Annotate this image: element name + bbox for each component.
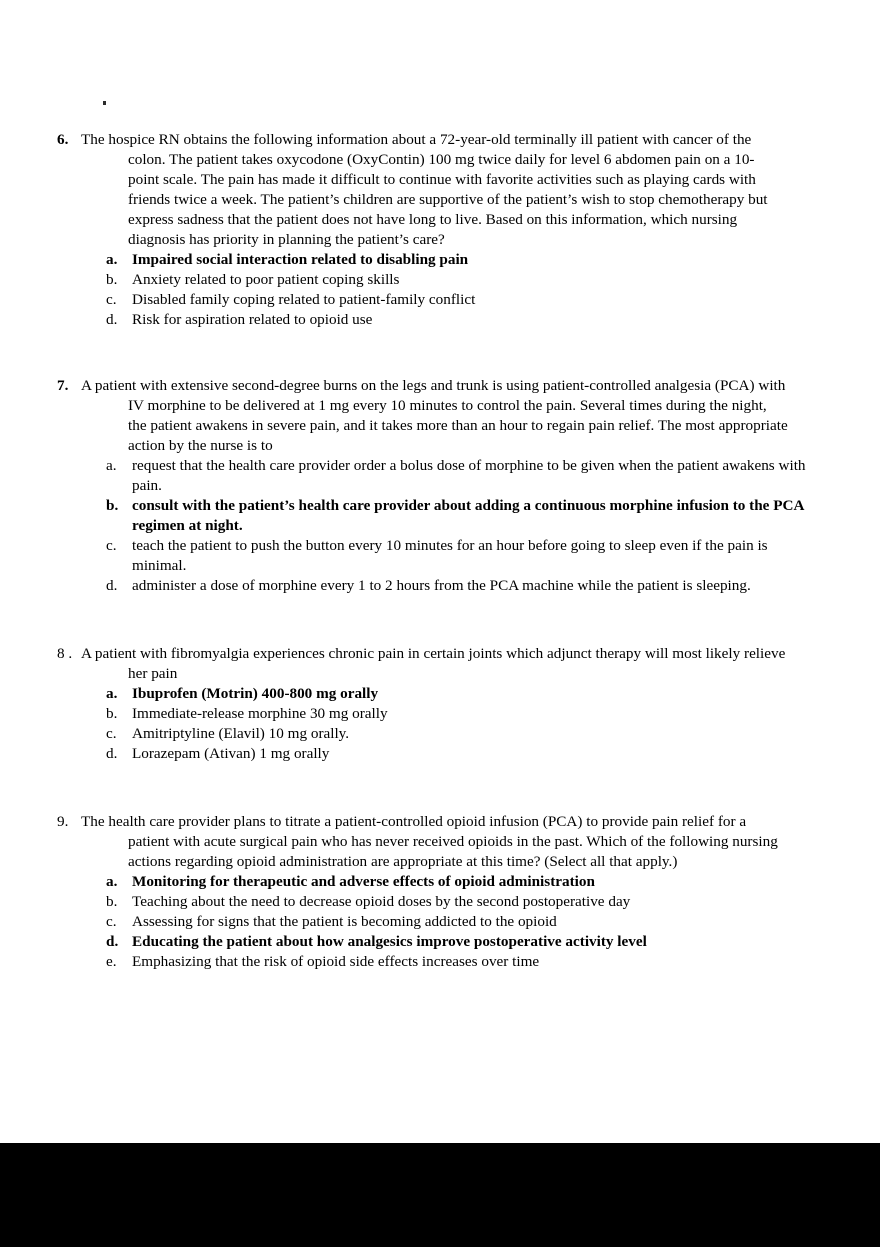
question-text-6: The hospice RN obtains the following information about a 72-year-old terminally ill patient with cancer of the colon. The patient takes oxycodone (OxyContin) 100 mg twice daily for level 6 abdomen pain on a 10-point scale. The pain has made it difficult to continue with favorite activities such as playing cards with friends twice a week. The patient’s children are supportive of the patient’s wish to stop chemotherapy but express sadness that the patient does not have long to live. Based on this information, which nursing diagnosis has priority in planning the patient’s care? [81,131,768,248]
question-number-9: 9. [57,813,69,830]
option-text-9-c: Assessing for signs that the patient is becoming addicted to the opioid [132,913,557,930]
option-9-d[interactable] [0,932,880,952]
question-number-6: 6. [57,131,69,148]
option-text-7-b: consult with the patient’s health care provider about adding a continuous morphine infusion to the PCA regimen at night. [132,497,804,534]
spacer-7-8 [0,596,880,644]
option-label-9-e: e. [106,953,117,970]
option-text-6-a: Impaired social interaction related to disabling pain [132,251,469,268]
question-block-9 [0,812,880,972]
question-stem-9 [0,812,880,872]
option-8-b[interactable] [0,704,880,724]
question-stem-7 [0,376,880,456]
option-8-a[interactable] [0,684,880,704]
spacer-6-7 [0,330,880,376]
option-text-6-c: Disabled family coping related to patient-family conflict [132,291,476,308]
option-6-d[interactable] [0,310,880,330]
option-9-a[interactable] [0,872,880,892]
option-text-9-a: Monitoring for therapeutic and adverse effects of opioid administration [132,873,595,890]
option-9-b[interactable] [0,892,880,912]
question-stem-8 [0,644,880,684]
option-text-7-d: administer a dose of morphine every 1 to 2 hours from the PCA machine while the patient is sleeping. [132,577,751,594]
option-label-7-c: c. [106,537,117,554]
option-text-7-a: request that the health care provider order a bolus dose of morphine to be given when the patient awakens with pain. [132,457,806,494]
question-text-8: A patient with fibromyalgia experiences chronic pain in certain joints which adjunct therapy will most likely relieve her pain [81,645,786,682]
option-label-9-d: d. [106,933,119,950]
question-number-7: 7. [57,377,69,394]
option-label-6-d: d. [106,311,118,328]
option-text-6-d: Risk for aspiration related to opioid use [132,311,373,328]
option-text-8-d: Lorazepam (Ativan) 1 mg orally [132,745,330,762]
option-8-d[interactable] [0,744,880,764]
options-list-7 [0,456,880,596]
option-label-8-d: d. [106,745,118,762]
options-list-8 [0,684,880,764]
option-6-b[interactable] [0,270,880,290]
option-6-c[interactable] [0,290,880,310]
option-text-8-b: Immediate-release morphine 30 mg orally [132,705,388,722]
question-block-6 [0,130,880,330]
spacer-8-9 [0,764,880,812]
option-label-9-a: a. [106,873,118,890]
option-label-9-b: b. [106,893,118,910]
option-text-9-e: Emphasizing that the risk of opioid side effects increases over time [132,953,540,970]
question-block-8 [0,644,880,764]
option-label-9-c: c. [106,913,117,930]
question-text-7: A patient with extensive second-degree burns on the legs and trunk is using patient-controlled analgesia (PCA) with IV morphine to be delivered at 1 mg every 10 minutes to control the pain. Several times during the night, the patient awakens in severe pain, and it takes more than an hour to regain pain relief. The most appropriate action by the nurse is to [81,377,788,454]
option-text-7-c: teach the patient to push the button every 10 minutes for an hour before going to sleep even if the pain is minimal. [132,537,768,574]
question-block-7 [0,376,880,596]
option-text-8-a: Ibuprofen (Motrin) 400-800 mg orally [132,685,379,702]
option-7-b[interactable] [0,496,880,536]
option-7-d[interactable] [0,576,880,596]
option-label-8-a: a. [106,685,118,702]
question-text-9: The health care provider plans to titrate a patient-controlled opioid infusion (PCA) to provide pain relief for a patient with acute surgical pain who has never received opioids in the past. Which of the following nursing actions regarding opioid administration are appropriate at this time? (Select all that apply.) [81,813,778,870]
scan-black-band [0,1143,880,1247]
question-number-8: 8 . [57,645,73,662]
option-label-6-c: c. [106,291,117,308]
option-8-c[interactable] [0,724,880,744]
option-text-8-c: Amitriptyline (Elavil) 10 mg orally. [132,725,350,742]
option-label-6-b: b. [106,271,118,288]
option-7-c[interactable] [0,536,880,576]
option-label-8-c: c. [106,725,117,742]
option-label-6-a: a. [106,251,118,268]
option-9-e[interactable] [0,952,880,972]
option-label-7-b: b. [106,497,119,514]
option-label-8-b: b. [106,705,118,722]
option-label-7-a: a. [106,457,117,474]
option-text-9-b: Teaching about the need to decrease opioid doses by the second postoperative day [132,893,631,910]
options-list-9 [0,872,880,972]
option-6-a[interactable] [0,250,880,270]
option-label-7-d: d. [106,577,118,594]
option-text-6-b: Anxiety related to poor patient coping skills [132,271,400,288]
option-7-a[interactable] [0,456,880,496]
options-list-6 [0,250,880,330]
question-stem-6 [0,130,880,250]
option-9-c[interactable] [0,912,880,932]
option-text-9-d: Educating the patient about how analgesics improve postoperative activity level [132,933,647,950]
